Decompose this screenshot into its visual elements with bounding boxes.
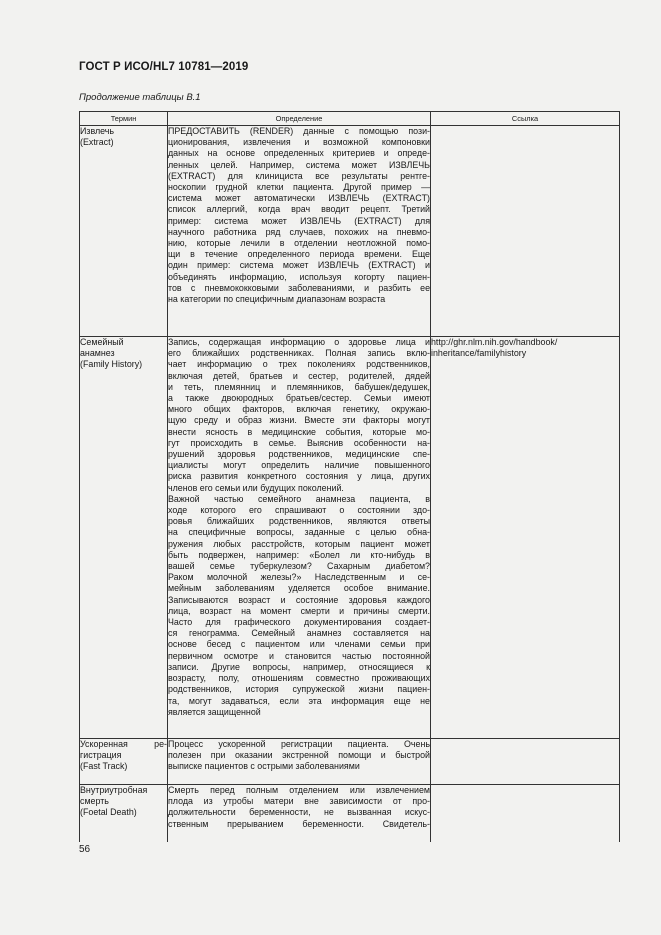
term-cell bbox=[80, 126, 168, 337]
column-header-term: Термин bbox=[80, 112, 168, 126]
definition-line: Смерть перед полным отделением или извлечением bbox=[168, 785, 430, 795]
page-number: 56 bbox=[79, 844, 91, 855]
definition-line: должительности беременности, не вызванная искус- bbox=[168, 807, 430, 818]
definition-line: ционирования, извлечения и возможной компоновки bbox=[168, 137, 430, 148]
definition-line: щи в течение определенного периода времени. Еще bbox=[168, 249, 430, 260]
definition-line: много общих факторов, включая генетику, окружаю- bbox=[168, 404, 430, 415]
definition-line: вашей семье туберкулезом? Сахарным диабетом? bbox=[168, 561, 430, 572]
document-header: ГОСТ Р ИСО/HL7 10781—2019 bbox=[79, 61, 249, 73]
definition-line: носкопии грудной клетки пациента. Другой пример — bbox=[168, 182, 430, 193]
definition-cell bbox=[168, 126, 431, 337]
definition-line: гут происходить в семье. Выяснив особенности на- bbox=[168, 437, 430, 448]
column-header-reference: Ссылка bbox=[431, 112, 620, 126]
definition-line: лица, возраст на момент смерти и причины смерти. bbox=[168, 605, 430, 616]
definition-line: членов его семьи или будущих поколений. bbox=[168, 482, 344, 493]
term-line: анамнез bbox=[80, 348, 115, 359]
term-line: Ускоренная ре- bbox=[80, 739, 167, 749]
term-cell bbox=[80, 785, 168, 842]
term-line: Извлечь bbox=[80, 126, 115, 136]
reference-cell bbox=[431, 337, 620, 739]
definition-line: возрасту, полу, отношениям совместно проживающих bbox=[168, 673, 430, 684]
definition-line: является защищенной bbox=[168, 706, 261, 717]
definition-line: ственным прерыванием беременности. Свидетель- bbox=[168, 818, 430, 829]
term-line: Семейный bbox=[80, 337, 124, 347]
reference-cell bbox=[431, 739, 620, 785]
definition-line: полезен при оказании экстренной помощи и быстрой bbox=[168, 750, 430, 761]
term-line: (Fast Track) bbox=[80, 761, 128, 772]
definition-line: рушений здоровья родственников, медицинские спе- bbox=[168, 449, 430, 460]
definition-line: риска развития конкретного состояния у лица, других bbox=[168, 471, 430, 482]
definition-line: Важной частью семейного анамнеза пациента, в bbox=[168, 493, 430, 504]
definition-line: ровья ближайших родственников, являются ответы bbox=[168, 516, 430, 527]
definition-line: мейным заболеваниям уделяется особое внимание. bbox=[168, 583, 430, 594]
definition-line: Процесс ускоренной регистрации пациента. Очень bbox=[168, 739, 430, 749]
term-line: Внутриутробная bbox=[80, 785, 148, 795]
definition-cell bbox=[168, 337, 431, 739]
reference-link-line[interactable]: inheritance/familyhistory bbox=[431, 348, 527, 359]
term-line: (Family History) bbox=[80, 359, 143, 370]
definition-line: Раком молочной железы?» Наследственным и се- bbox=[168, 572, 430, 583]
definition-line: ленных целей. Например, система может ИЗВЛЕЧЬ bbox=[168, 159, 430, 170]
definition-line: список аллергий, когда врач вводит рецепт. Третий bbox=[168, 204, 430, 215]
definition-line: выписке пациентов с острыми заболеваниями bbox=[168, 761, 360, 772]
definition-line: внести ясность в медицинские события, которые мо- bbox=[168, 426, 430, 437]
definition-line: (EXTRACT) для клинициста все результаты рентге- bbox=[168, 170, 430, 181]
definition-line: Часто для графического документирования создает- bbox=[168, 617, 430, 628]
definition-line: Запись, содержащая информацию о здоровье лица и bbox=[168, 337, 430, 347]
column-header-definition: Определение bbox=[168, 112, 431, 126]
definition-line: включая детей, братьев и сестер, родителей, дядей bbox=[168, 370, 430, 381]
reference-cell bbox=[431, 126, 620, 337]
definition-line: основе бесед с пациентом или членами семьи при bbox=[168, 639, 430, 650]
definition-line: научного работника ряд случаев, похожих на пневмо- bbox=[168, 226, 430, 237]
table-row bbox=[80, 785, 620, 842]
reference-cell bbox=[431, 785, 620, 842]
definition-line: ходе которого его спрашивают о состоянии здо- bbox=[168, 505, 430, 516]
definition-line: на специфичные вопросы, заданные с целью обна- bbox=[168, 527, 430, 538]
table-row bbox=[80, 337, 620, 739]
definition-line: Записываются возраст и состояние здоровья каждого bbox=[168, 594, 430, 605]
definition-line: родственников, история супружеской жизни пациен- bbox=[168, 684, 430, 695]
definition-line: а также двоюродных братьев/сестер. Семьи имеют bbox=[168, 393, 430, 404]
table-row bbox=[80, 739, 620, 785]
reference-link-line[interactable]: http://ghr.nlm.nih.gov/handbook/ bbox=[431, 337, 558, 347]
term-line: смерть bbox=[80, 796, 109, 807]
definition-line: ПРЕДОСТАВИТЬ (RENDER) данные с помощью пози- bbox=[168, 126, 430, 136]
definition-line: первичном осмотре и становится частью постоянной bbox=[168, 650, 430, 661]
definition-line: на категории по специфичным диапазонам возраста bbox=[168, 294, 386, 305]
definition-line: чает информацию о трех поколениях родственников, bbox=[168, 359, 430, 370]
definitions-table bbox=[79, 111, 620, 842]
term-line: гистрация bbox=[80, 750, 122, 761]
definition-line: тов с пневмококковыми заболеваниями, и разбить ее bbox=[168, 282, 430, 293]
definition-line: плода из утробы матери вне зависимости от про- bbox=[168, 796, 430, 807]
definition-line: ся генограмма. Семейный анамнез составляется на bbox=[168, 628, 430, 639]
definition-line: объединять информацию, используя когорту пациен- bbox=[168, 271, 430, 282]
definition-line: пример: система может ИЗВЛЕЧЬ (EXTRACT) для bbox=[168, 215, 430, 226]
definition-line: ружения любых расстройств, которым пациент может bbox=[168, 538, 430, 549]
definition-cell bbox=[168, 739, 431, 785]
table-caption: Продолжение таблицы В.1 bbox=[79, 92, 201, 103]
definition-line: его ближайших родственниках. Полная запись вклю- bbox=[168, 348, 430, 359]
term-cell bbox=[80, 739, 168, 785]
definition-line: данных на основе определенных критериев и опреде- bbox=[168, 148, 430, 159]
term-cell bbox=[80, 337, 168, 739]
definition-line: щую среду и образ жизни. Вместе эти факторы могут bbox=[168, 415, 430, 426]
table-row bbox=[80, 126, 620, 337]
definition-cell bbox=[168, 785, 431, 842]
definition-line: и теть, племянниц и племянников, бабушек/дедушек, bbox=[168, 381, 430, 392]
definition-line: записи. Другие вопросы, например, относящиеся к bbox=[168, 661, 430, 672]
term-line: (Extract) bbox=[80, 137, 114, 148]
definition-line: та, могут задаваться, если эта информация еще не bbox=[168, 695, 430, 706]
definition-line: циалисты могут определить наличие повышенного bbox=[168, 460, 430, 471]
definition-line: система может автоматически ИЗВЛЕЧЬ (EXTRACT) bbox=[168, 193, 430, 204]
table-header-row bbox=[80, 112, 620, 126]
definition-line: один пример: система может ИЗВЛЕЧЬ (EXTRACT) и bbox=[168, 260, 430, 271]
term-line: (Foetal Death) bbox=[80, 807, 137, 818]
definition-line: быть подвержен, например: «Болел ли кто-нибудь в bbox=[168, 549, 430, 560]
definition-line: нию, которые лечили в отделении неотложной помо- bbox=[168, 238, 430, 249]
